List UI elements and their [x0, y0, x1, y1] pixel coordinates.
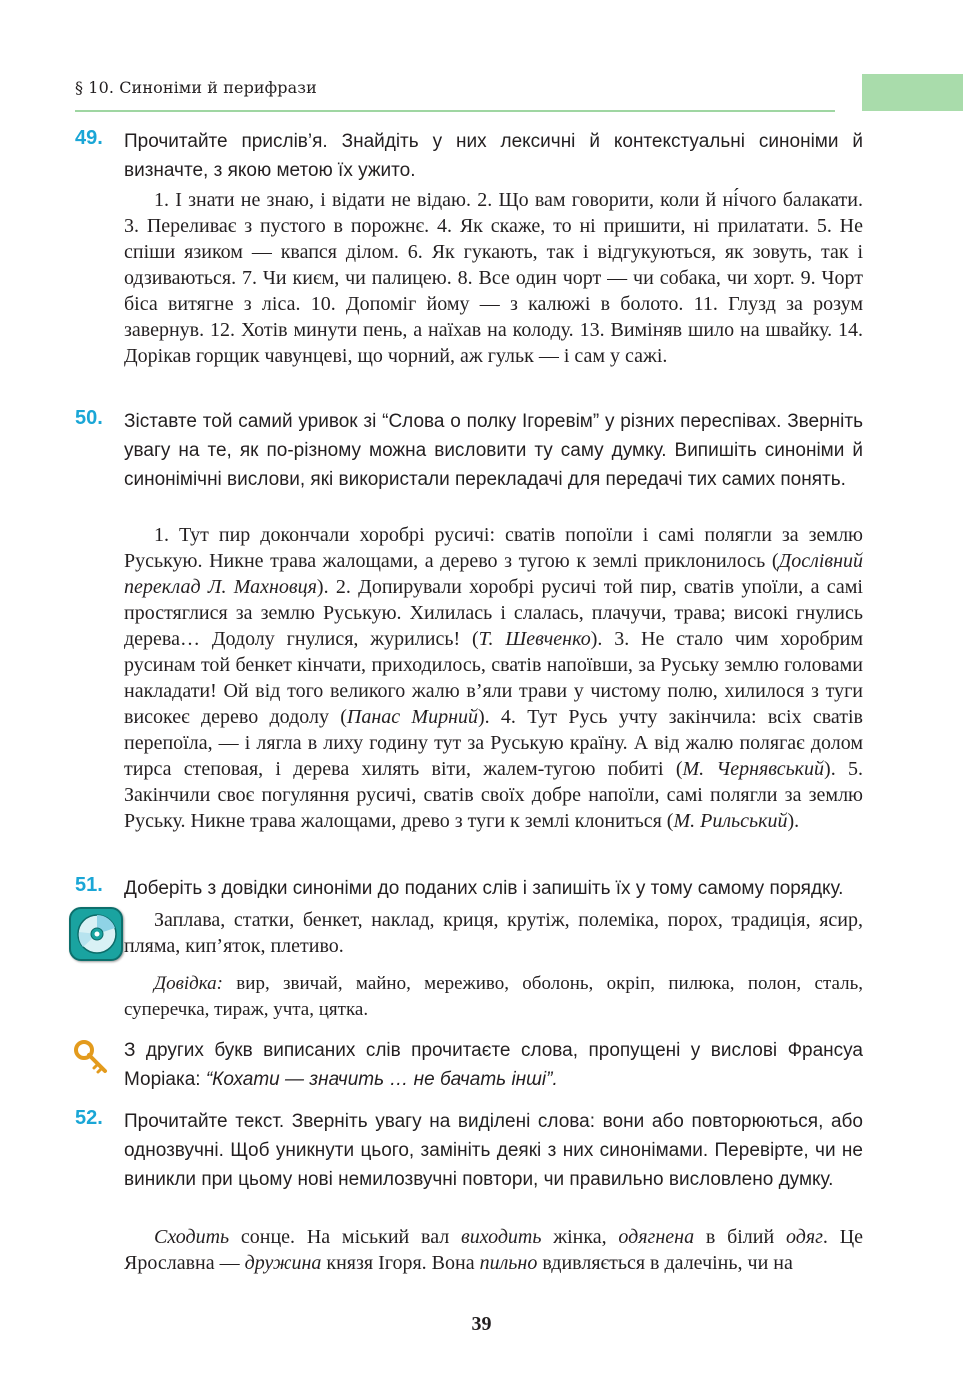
translations-text: 1. Тут пир докончали хоробрі русичі: сватів попоїли і самі полягли за землю Руськую. Никне трава жалощами, а дерево з тугою к землі приклонилось (Дослівний переклад Л. Махновця). 2. Допирували хоробрі русичі той пир, сватів упоїли, а самі простяглися за землю Руськую. Хилилась і слалась, плачучи, трава; високі гнулись дерева… Додолу гнулися, журились! (Т. Шевченко). 3. Не стало чим хоробрим русинам той бенкет кінчати, приходилось, сватів напоївши, за Руську землю головами накладати! Ой від того великого жалю в’яли трави у чистому полю, хилилося з туги високеє дерево додолу (Панас Мирний). 4. Тут Русь учту закінчила: всіх сватів перепоїла, — і лягла в лиху годину тут за Руськую країну. А від жалю полягає долом тирса степовая, і дерева хилять віти, жалем-тугою побиті (М. Чернявський). 5. Закінчили своє погуляння русичі, сватів своїх добре напоїли, самі полягли за землю Руську. Никне трава жалощами, древо з туги к землі клониться (М. Рильський). [124, 524, 864, 832]
reference-list: Довідка: вир, звичай, майно, мереживо, оболонь, окріп, пилюка, полон, сталь, суперечка, тираж, учта, цятка. [124, 973, 863, 1020]
key-task: З других букв виписаних слів прочитаєте слова, пропущені у вислові Франсуа Моріака: “Кохати — значить … не бачать інші”. [124, 1040, 863, 1090]
highlighted-word: пильно [479, 1252, 538, 1274]
proverbs-text: 1. І знати не знаю, і відати не відаю. 2. Що вам говорити, коли й ні́чого балакати. 3. Переливає з пустого в порожнє. 4. Як скаже, то ні пришити, ні прилатати. 5. Не спіши язиком — квапся ділом. 6. Як гукають, так і відгукуються, як зовуть, так і одзиваються. 7. Чи києм, чи палицею. 8. Все один чорт — чи собака, чи хорт. 9. Чорт біса витягне з ліса. 10. Допоміг йому — з калюжі в болото. 11. Глузд за розум завернув. 12. Хотів минути пень, а наїхав на колоду. 13. Виміняв шило на швайку. 14. Дорікав горщик чавунцеві, що чорний, аж гульк — і сам у сажі. [124, 189, 863, 367]
exercise-number: 51. [75, 874, 103, 896]
exercise-task: Зіставте той самий уривок зі “Слова о полку Ігоревім” у різних переспівах. Зверніть увагу на те, як по-різному можна висловити ту саму думку. Випишіть синоніми й синонімічні вислови, які використали перекладачі для передачі тих самих понять. [124, 411, 863, 490]
highlighted-word: одягнена [618, 1226, 695, 1248]
exercise-text [124, 187, 863, 369]
quote: “Кохати — значить … не бачать інші”. [205, 1069, 558, 1090]
running-header [75, 74, 835, 112]
author-name: Панас Мирний [346, 706, 478, 728]
key-icon [73, 1039, 109, 1075]
highlighted-word: виходить [461, 1226, 542, 1248]
author-name: Т. Шевченко [478, 628, 591, 650]
cd-disc-icon [69, 907, 123, 961]
reference-label: Довідка: [154, 973, 223, 994]
author-name: М. Чернявський [682, 758, 825, 780]
chapter-tab [862, 74, 963, 111]
exercise-number: 49. [75, 127, 103, 149]
page-number: 39 [471, 1313, 492, 1335]
exercise-number: 50. [75, 407, 103, 429]
highlighted-word: одяг [785, 1226, 823, 1248]
exercise-task: Прочитайте прислів’я. Знайдіть у них лексичні й контекстуальні синоніми й визначте, з якою метою їх ужито. [124, 131, 863, 181]
highlighted-word: Сходить [154, 1226, 230, 1248]
exercise-task: Доберіть з довідки синоніми до поданих слів і запишіть їх у тому самому порядку. [124, 878, 844, 899]
exercise-task: Прочитайте текст. Зверніть увагу на виділені слова: вони або повторюються, або однозвучні. Щоб уникнути цього, замініть деякі з них синонімами. Перевірте, чи не виникли при цьому нові немилозвучні повтори, чи правильно висловлено думку. [124, 1111, 863, 1190]
section-title: § 10. Синоніми й перифрази [75, 78, 317, 97]
highlighted-word: дружина [244, 1252, 322, 1274]
author-name: М. Рильський [673, 810, 788, 832]
author-name: Дослівний переклад Л. Махновця [124, 550, 863, 598]
exercise-text: Сходить сонце. На міський вал виходить жінка, одягнена в білий одяг. Це Ярославна — дружина князя Ігоря. Вона пильно вдивляється в далечінь, чи на [124, 1226, 864, 1274]
word-list: Заплава, статки, бенкет, наклад, криця, крутіж, полеміка, порох, традиція, ясир, пляма, кип’яток, плетиво. [124, 909, 863, 957]
exercise-number: 52. [75, 1107, 103, 1129]
exercise-text [124, 522, 863, 834]
